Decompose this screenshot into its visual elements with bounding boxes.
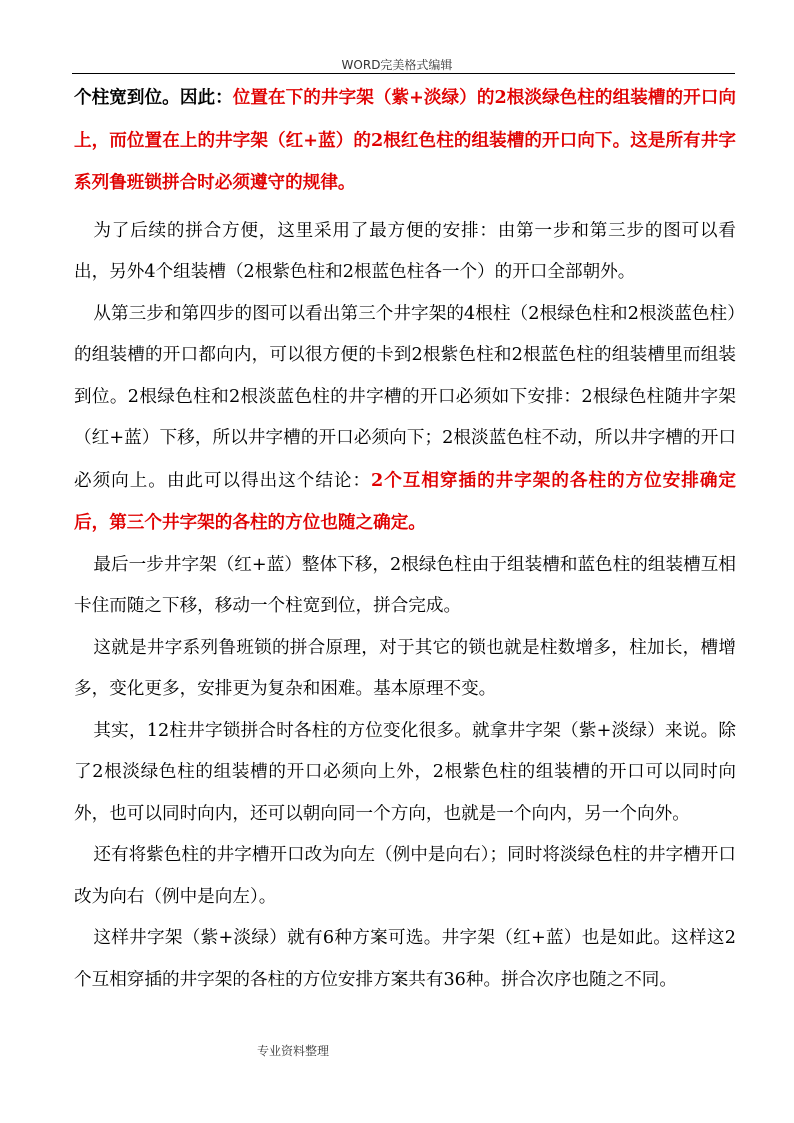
paragraph-3-emphasis: 2个互相穿插的井字架的各柱的方位安排确定后，第三个井字架的各柱的方位也随之确定。 [74, 469, 736, 533]
paragraph-5: 这就是井字系列鲁班锁的拼合原理，对于其它的锁也就是柱数增多，柱加长，槽增多，变化更多，安排更为复杂和困难。基本原理不变。 [74, 637, 736, 699]
paragraph-1-emphasis: 位置在下的井字架（紫+淡绿）的2根淡绿色柱的组装槽的开口向上，而位置在上的井字架（红+蓝）的2根红色柱的组装槽的开口向下。这是所有井字系列鲁班锁拼合时必须遵守的规律。 [74, 87, 736, 193]
paragraph-8: 这样井字架（紫+淡绿）就有6种方案可选。井字架（红+蓝）也是如此。这样这2个互相穿插的井字架的各柱的方位安排方案共有36种。拼合次序也随之不同。 [74, 928, 736, 990]
paragraph-3-lead: 从第三步和第四步的图可以看出第三个井字架的4根柱（2根绿色柱和2根淡蓝色柱）的组装槽的开口都向内，可以很方便的卡到2根紫色柱和2根蓝色柱的组装槽里而组装到位。2根绿色柱和2根淡蓝色柱的井字槽的开口必须如下安排：2根绿色柱随井字架（红+蓝）下移，所以井字槽的开口必须向下；2根淡蓝色柱不动，所以井字槽的开口必须向上。由此可以得出这个结论： [74, 303, 736, 491]
page-header: WORD完美格式编辑 [341, 58, 453, 72]
page-footer: 专业资料整理 [257, 1044, 330, 1058]
header-rule [72, 73, 735, 74]
paragraph-1 [74, 77, 736, 205]
paragraph-1-lead: 个柱宽到位。因此： [74, 87, 233, 108]
paragraph-7: 还有将紫色柱的井字槽开口改为向左（例中是向右）；同时将淡绿色柱的井字槽开口改为向右（例中是向左）。 [74, 845, 736, 907]
paragraph-2: 为了后续的拼合方便，这里采用了最方便的安排：由第一步和第三步的图可以看出，另外4个组装槽（2根紫色柱和2根蓝色柱各一个）的开口全部朝外。 [74, 220, 736, 282]
paragraph-4: 最后一步井字架（红+蓝）整体下移，2根绿色柱由于组装槽和蓝色柱的组装槽互相卡住而随之下移，移动一个柱宽到位，拼合完成。 [74, 554, 736, 616]
document-body [74, 77, 736, 1001]
paragraph-3 [74, 294, 736, 545]
paragraph-6: 其实，12柱井字锁拼合时各柱的方位变化很多。就拿井字架（紫+淡绿）来说。除了2根淡绿色柱的组装槽的开口必须向上外，2根紫色柱的组装槽的开口可以同时向外，也可以同时向内，还可以朝向同一个方向，也就是一个向内，另一个向外。 [74, 720, 736, 824]
